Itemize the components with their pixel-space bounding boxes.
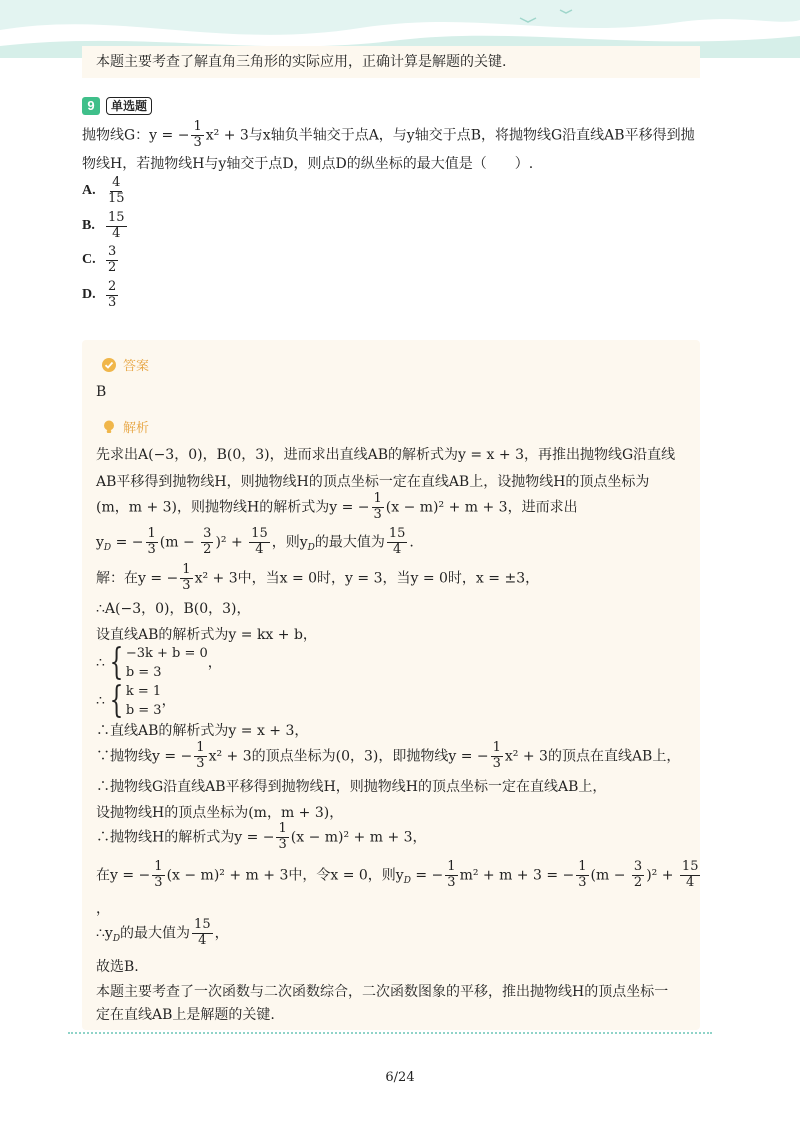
text: ∵抛物线y = − — [96, 748, 193, 765]
option-denominator: 2 — [108, 259, 117, 275]
question-header — [82, 97, 152, 115]
analysis-line: $y_D$ = − $\frac{1}{3}$ (m − $\frac{3}{2}$ )² + $\frac{15}{4}$ ，则$y_D$的最大值为 $\frac{15}{4}$ . — [96, 526, 414, 557]
option-denominator: 4 — [112, 225, 121, 241]
fraction: $\frac{15}{4}$ — [194, 917, 211, 948]
text: = − — [111, 534, 144, 551]
text: y — [96, 534, 104, 551]
text: (m − — [590, 867, 630, 884]
fraction: $\frac{15}{4}$ — [388, 526, 406, 557]
fraction: $\frac{1}{3}$ — [492, 740, 501, 771]
solution-line: $\therefore y_D$的最大值为 $\frac{15}{4}$ ， — [96, 917, 229, 948]
text: 的最大值为 — [120, 925, 191, 942]
fraction: $\frac{1}{3}$ — [578, 859, 587, 890]
text: ，则y — [271, 534, 308, 551]
text: (x − m)² + m + 3， — [290, 829, 427, 846]
option-b[interactable] — [82, 211, 129, 242]
option-d[interactable] — [82, 280, 120, 311]
text: (m − — [159, 534, 200, 551]
solution-line: 设抛物线H的顶点坐标为(m，m + 3)， — [96, 805, 344, 821]
fraction: $\frac{15}{4}$ — [681, 859, 699, 890]
fraction: $\frac{1}{3}$ — [196, 740, 205, 771]
solution-line: ∴直线AB的解析式为y = x + 3， — [96, 723, 309, 739]
fraction: $\frac{1}{3}$ — [373, 491, 382, 522]
equation: b = 3 — [125, 703, 162, 718]
text: (x − m)² + m + 3中，令x = 0，则y — [166, 867, 404, 884]
page-number: 6/24 — [385, 1070, 415, 1085]
text: 在y = − — [96, 867, 151, 884]
analysis-tag — [101, 417, 149, 436]
analysis-tag-label: 解析 — [123, 420, 150, 435]
summary-line: 本题主要考查了一次函数与二次函数综合，二次函数图象的平移，推出抛物线H的顶点坐标一 — [96, 984, 669, 1000]
summary-line: 定在直线AB上是解题的关键. — [96, 1007, 275, 1023]
option-denominator: 3 — [108, 294, 117, 310]
text: m² + m + 3 = − — [459, 867, 575, 884]
analysis-line — [96, 492, 578, 523]
text: . — [409, 534, 414, 551]
fraction: $\frac{1}{3}$ — [193, 119, 202, 150]
option-denominator: 15 — [108, 190, 125, 206]
fraction: $\frac{1}{3}$ — [447, 859, 456, 890]
option-a[interactable] — [82, 176, 129, 207]
solution-line — [96, 563, 539, 594]
fraction: $\frac{1}{3}$ — [278, 821, 287, 852]
option-numerator: 3 — [108, 244, 117, 259]
answer-tag-label: 答案 — [123, 358, 150, 373]
question-stem-line-1 — [82, 120, 695, 151]
option-label: C. — [82, 252, 96, 268]
equation: b = 3 — [125, 665, 162, 680]
option-numerator: 4 — [112, 175, 121, 190]
fraction: $\frac{3}{2}$ — [203, 526, 212, 557]
text: = − — [410, 867, 444, 884]
solution-line: ， — [96, 901, 110, 917]
solution-line: 在y = − $\frac{1}{3}$ (x − m)² + m + 3中，令x = 0，则$y_D$ = − $\frac{1}{3}$ m² + m + 3 = − $\frac{1}{3}$ (m − $\frac{3}{2}$ )² + $\frac{15}{4}$ — [96, 859, 699, 890]
lightbulb-icon — [101, 419, 117, 435]
previous-summary: 本题主要考查了解直角三角形的实际应用，正确计算是解题的关键. — [82, 46, 700, 78]
solution-line: ∴A(−3，0)，B(0，3)， — [96, 601, 251, 617]
text: ∴y — [96, 925, 113, 942]
text: )² + — [215, 534, 248, 551]
option-label: A. — [82, 183, 96, 199]
option-label: D. — [82, 287, 96, 303]
option-label: B. — [82, 218, 95, 234]
solution-line: ∴抛物线G沿直线AB平移得到抛物线H，则抛物线H的顶点坐标一定在直线AB上， — [96, 779, 607, 795]
analysis-line: 先求出A(−3，0)，B(0，3)，进而求出直线AB的解析式为y = x + 3，再推出抛物线G沿直线 — [96, 447, 676, 463]
option-c[interactable] — [82, 245, 120, 276]
fraction: $\frac{3}{2}$ — [633, 859, 643, 890]
fraction: $\frac{1}{3}$ — [182, 562, 191, 593]
dotted-divider — [68, 1032, 712, 1034]
question-type-badge: 单选题 — [106, 97, 152, 115]
text: x² + 3的顶点坐标为(0，3)，即抛物线y = − — [208, 748, 489, 765]
answer-value: B — [96, 384, 107, 400]
fraction: $\frac{1}{3}$ — [147, 526, 156, 557]
text: x² + 3的顶点在直线AB上， — [504, 748, 681, 765]
solution-line: 设直线AB的解析式为y = kx + b， — [96, 627, 317, 643]
equation: −3k + b = 0 — [125, 646, 208, 661]
fraction: $\frac{15}{4}$ — [251, 526, 268, 557]
text: x² + 3中，当x = 0时，y = 3，当y = 0时，x = ±3， — [194, 570, 540, 587]
equation: k = 1 — [125, 684, 162, 699]
text: (x − m)² + m + 3，进而求出 — [385, 499, 578, 516]
text: 的最大值为 — [314, 534, 385, 551]
solution-line: 故选B. — [96, 959, 139, 975]
fraction: $\frac{1}{3}$ — [154, 859, 163, 890]
question-number: 9 — [82, 97, 100, 115]
option-numerator: 15 — [108, 210, 125, 225]
equation-system-2: ∴ { k = 1 b = 3 ， — [96, 680, 176, 721]
text: ， — [214, 925, 229, 942]
text: 解：在y = − — [96, 570, 179, 587]
check-badge-icon — [101, 357, 117, 373]
analysis-line: AB平移得到抛物线H，则抛物线H的顶点坐标一定在直线AB上，设抛物线H的顶点坐标为 — [96, 474, 650, 490]
stem-text: x² + 3与x轴负半轴交于点A，与y轴交于点B，将抛物线G沿直线AB平移得到抛 — [205, 127, 695, 144]
equation-system-1: ∴ { −3k + b = 0 b = 3 ， — [96, 642, 222, 683]
stem-text: 抛物线G：y = − — [82, 127, 190, 144]
text: )² + — [646, 867, 678, 884]
question-stem-line-2: 物线H，若抛物线H与y轴交于点D，则点D的纵坐标的最大值是（ ）. — [82, 156, 534, 172]
text: ∴抛物线H的解析式为y = − — [96, 829, 275, 846]
solution-line — [96, 741, 680, 772]
answer-tag — [101, 355, 149, 374]
text: (m，m + 3)，则抛物线H的解析式为y = − — [96, 499, 370, 516]
solution-line — [96, 822, 427, 853]
option-numerator: 2 — [108, 279, 117, 294]
